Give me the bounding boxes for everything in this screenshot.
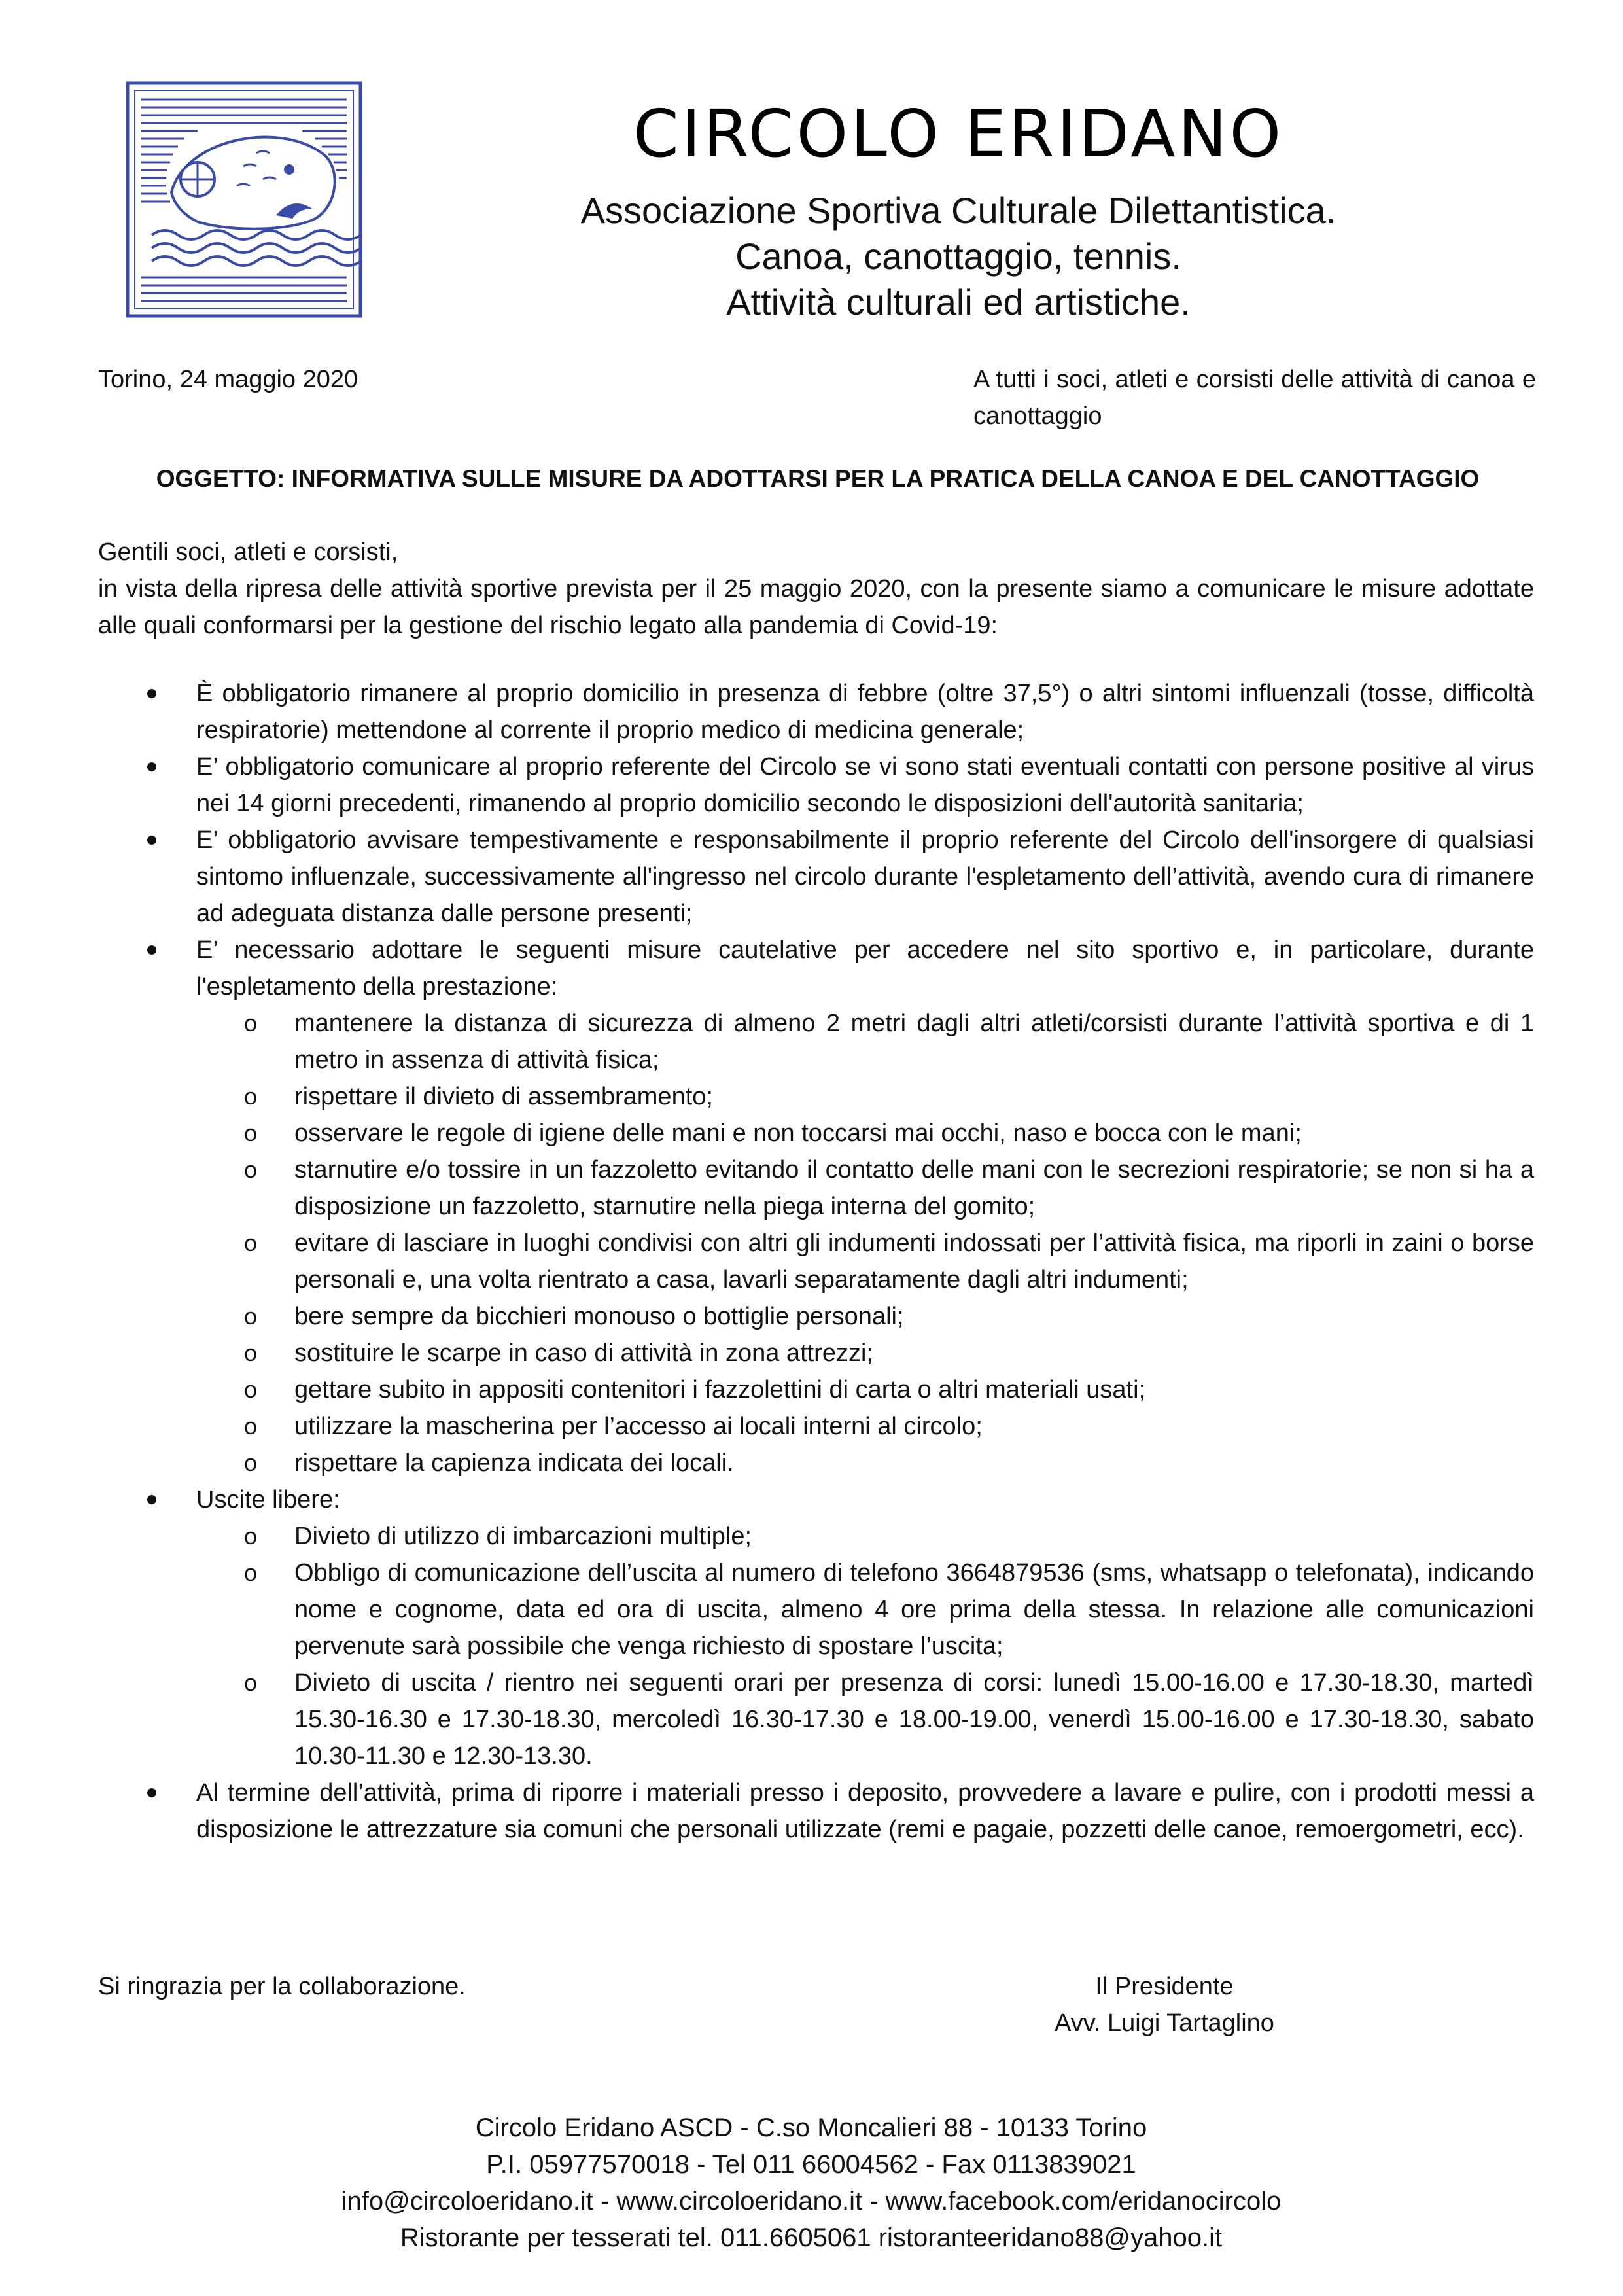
outings-sublist bbox=[196, 1518, 1534, 1775]
list-item bbox=[0, 675, 1534, 749]
circle-bullet-icon: o bbox=[244, 1413, 258, 1439]
sub-list-item bbox=[244, 1078, 1534, 1115]
circle-bullet-icon: o bbox=[244, 1559, 258, 1586]
circle-bullet-icon: o bbox=[244, 1156, 258, 1183]
sub-list-item-text: sostituire le scarpe in caso di attività in zona attrezzi; bbox=[294, 1339, 873, 1367]
signature-name: Avv. Luigi Tartaglino bbox=[1055, 2009, 1274, 2037]
bullet-icon bbox=[147, 836, 156, 845]
sub-list-item-text: evitare di lasciare in luoghi condivisi con altri gli indumenti indossati per l’attività fisica, ma riporli in zaini o borse personali e, una volta rientrato a casa, lavarli separatamente dagli altri indumenti; bbox=[294, 1229, 1534, 1294]
sub-list-item bbox=[244, 1408, 1534, 1445]
sub-list-item-text: Divieto di uscita / rientro nei seguenti orari per presenza di corsi: lunedì 15.00-16.00 e 17.30-18.30, martedì 15.30-16.30 e 17.30-18.30, mercoledì 16.30-17.30 e 18.00-19.00, venerdì 15.00-16.00 e 17.30-18.30, sabato 10.30-11.30 e 12.30-13.30. bbox=[294, 1669, 1534, 1770]
signature-block bbox=[1034, 1968, 1295, 2041]
letter-recipients: A tutti i soci, atleti e corsisti delle attività di canoa e canottaggio bbox=[973, 366, 1536, 430]
list-item-text: E’ obbligatorio avvisare tempestivamente e responsabilmente il proprio referente del Circolo dell'insorgere di qualsiasi sintomo influenzale, successivamente all'ingresso nel circolo durante l'espletamento dell’attività, avendo cura di rimanere ad adeguata distanza dalle persone presenti; bbox=[196, 826, 1534, 927]
fish-on-waves-logo-icon bbox=[126, 81, 362, 318]
organization-name: CIRCOLO ERIDANO bbox=[633, 96, 1284, 172]
list-item-text: Uscite libere: bbox=[196, 1486, 340, 1513]
circle-bullet-icon: o bbox=[244, 1120, 258, 1146]
list-item bbox=[0, 822, 1534, 932]
logo bbox=[126, 81, 362, 318]
list-item bbox=[0, 932, 1534, 1481]
sub-list-item bbox=[244, 1445, 1534, 1481]
letter-subject: OGGETTO: INFORMATIVA SULLE MISURE DA ADOTTARSI PER LA PRATICA DELLA CANOA E DEL CANOTTAGGIO bbox=[156, 465, 1480, 492]
sub-list-item bbox=[244, 1665, 1534, 1775]
footer-contacts: P.I. 05977570018 - Tel 011 66004562 - Fax 0113839021 bbox=[486, 2150, 1136, 2179]
list-item bbox=[0, 1481, 1534, 1775]
list-item-text: E’ necessario adottare le seguenti misure cautelative per accedere nel sito sportivo e, in particolare, durante l'espletamento della prestazione: bbox=[196, 936, 1534, 1000]
circle-bullet-icon: o bbox=[244, 1229, 258, 1256]
sub-list-item bbox=[244, 1555, 1534, 1665]
sub-list-item bbox=[244, 1225, 1534, 1298]
circle-bullet-icon: o bbox=[244, 1449, 258, 1476]
bullet-icon bbox=[147, 689, 156, 698]
list-item-text: Al termine dell’attività, prima di riporre i materiali presso i deposito, provvedere a lavare e pulire, con i prodotti messi a disposizione le attrezzature sia comuni che personali utilizzate (remi e pagaie, pozzetti delle canoe, remoergometri, ecc). bbox=[196, 1779, 1534, 1843]
sub-list-item-text: mantenere la distanza di sicurezza di almeno 2 metri dagli altri atleti/corsisti durante l’attività sportiva e di 1 metro in assenza di attività fisica; bbox=[294, 1010, 1534, 1074]
sub-list-item-text: utilizzare la mascherina per l’accesso ai locali interni al circolo; bbox=[294, 1413, 983, 1440]
footer-address: Circolo Eridano ASCD - C.so Moncalieri 88 - 10133 Torino bbox=[475, 2113, 1147, 2142]
sub-list-item-text: rispettare la capienza indicata dei locali. bbox=[294, 1449, 734, 1477]
sub-list-item-text: rispettare il divieto di assembramento; bbox=[294, 1083, 713, 1110]
measures-list bbox=[0, 675, 1623, 1848]
footer-web-links: info@circoloeridano.it - www.circoloeridano.it - www.facebook.com/eridanocircolo bbox=[341, 2187, 1282, 2216]
sub-list-item bbox=[244, 1115, 1534, 1152]
bullet-icon bbox=[147, 1495, 156, 1504]
sub-list-item bbox=[244, 1335, 1534, 1371]
precautions-sublist bbox=[196, 1005, 1534, 1481]
sub-list-item-text: starnutire e/o tossire in un fazzoletto evitando il contatto delle mani con le secrezioni respiratorie; se non si ha a disposizione un fazzoletto, starnutire nella piega interna del gomito; bbox=[294, 1156, 1534, 1220]
sub-list-item bbox=[244, 1152, 1534, 1225]
list-item bbox=[0, 749, 1534, 822]
sub-list-item bbox=[244, 1371, 1534, 1408]
closing-line: Si ringrazia per la collaborazione. bbox=[98, 1973, 466, 2000]
circle-bullet-icon: o bbox=[244, 1010, 258, 1036]
circle-bullet-icon: o bbox=[244, 1339, 258, 1366]
tagline-association: Associazione Sportiva Culturale Dilettantistica. bbox=[580, 190, 1336, 231]
list-item-text: E’ obbligatorio comunicare al proprio referente del Circolo se vi sono stati eventuali contatti con persone positive al virus nei 14 giorni precedenti, rimanendo al proprio domicilio secondo le disposizioni dell'autorità sanitaria; bbox=[196, 753, 1534, 817]
list-item-text: È obbligatorio rimanere al proprio domicilio in presenza di febbre (oltre 37,5°) o altri sintomi influenzali (tosse, difficoltà respiratorie) mettendone al corrente il proprio medico di medicina generale; bbox=[196, 680, 1534, 744]
bullet-icon bbox=[147, 945, 156, 955]
letter-date: Torino, 24 maggio 2020 bbox=[98, 366, 358, 393]
tagline-sports: Canoa, canottaggio, tennis. bbox=[735, 236, 1181, 277]
circle-bullet-icon: o bbox=[244, 1376, 258, 1403]
list-item bbox=[0, 1775, 1534, 1848]
sub-list-item bbox=[244, 1298, 1534, 1335]
sub-list-item bbox=[244, 1005, 1534, 1078]
circle-bullet-icon: o bbox=[244, 1083, 258, 1110]
sub-list-item bbox=[244, 1518, 1534, 1555]
letter-greeting: Gentili soci, atleti e corsisti, bbox=[98, 539, 398, 566]
circle-bullet-icon: o bbox=[244, 1669, 258, 1696]
footer-restaurant: Ristorante per tesserati tel. 011.6605061 ristoranteeridano88@yahoo.it bbox=[400, 2223, 1223, 2252]
sub-list-item-text: gettare subito in appositi contenitori i fazzolettini di carta o altri materiali usati; bbox=[294, 1376, 1146, 1404]
circle-bullet-icon: o bbox=[244, 1303, 258, 1330]
letter-intro: in vista della ripresa delle attività sportive prevista per il 25 maggio 2020, con la presente siamo a comunicare le misure adottate alle quali conformarsi per la gestione del rischio legato alla pandemia di Covid-19: bbox=[98, 575, 1534, 639]
circle-bullet-icon: o bbox=[244, 1523, 258, 1549]
tagline-culture: Attività culturali ed artistiche. bbox=[726, 281, 1191, 323]
signature-title: Il Presidente bbox=[1095, 1973, 1234, 2000]
sub-list-item-text: Obbligo di comunicazione dell’uscita al numero di telefono 3664879536 (sms, whatsapp o telefonata), indicando nome e cognome, data ed ora di uscita, almeno 4 ore prima della stessa. In relazione alle comunicazioni pervenute sarà possibile che venga richiesto di spostare l’uscita; bbox=[294, 1559, 1534, 1660]
sub-list-item-text: bere sempre da bicchieri monouso o bottiglie personali; bbox=[294, 1303, 904, 1330]
bullet-icon bbox=[147, 1788, 156, 1797]
sub-list-item-text: Divieto di utilizzo di imbarcazioni multiple; bbox=[294, 1523, 752, 1550]
sub-list-item-text: osservare le regole di igiene delle mani e non toccarsi mai occhi, naso e bocca con le mani; bbox=[294, 1120, 1302, 1147]
bullet-icon bbox=[147, 762, 156, 771]
